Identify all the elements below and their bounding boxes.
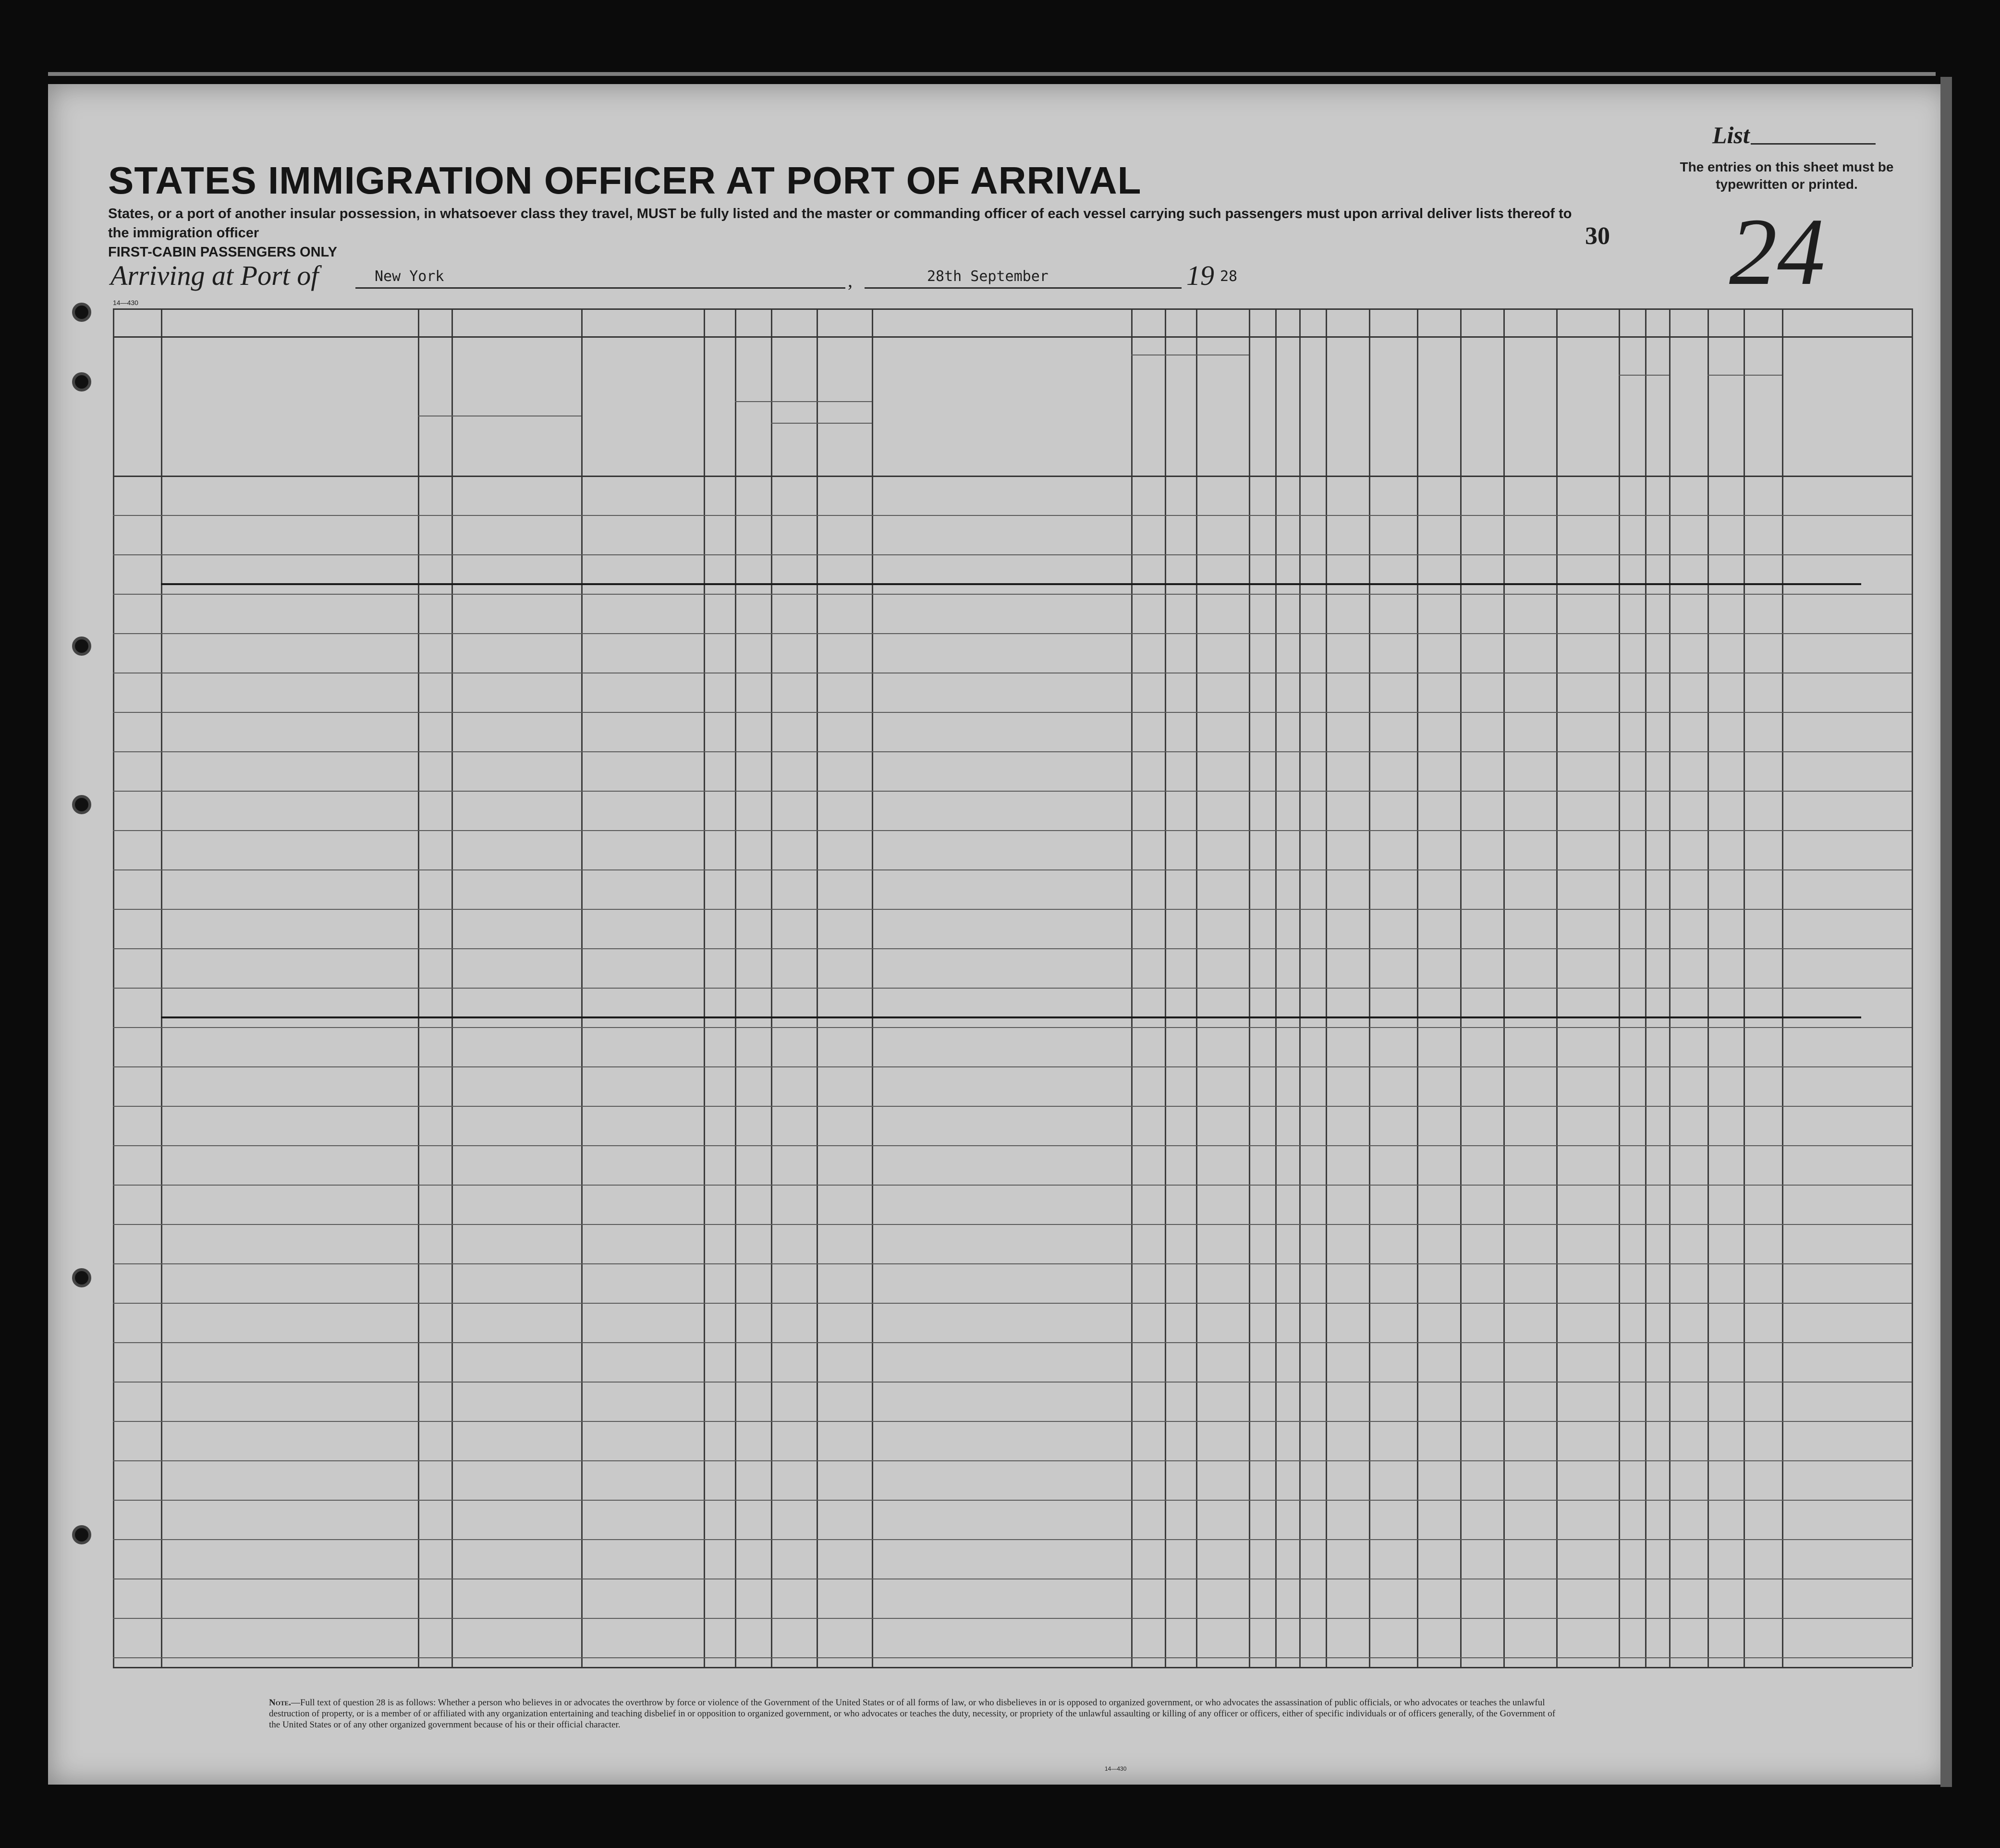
header-if-yes bbox=[773, 406, 870, 420]
header-labor-offer bbox=[1371, 343, 1415, 473]
header-nearest-relative bbox=[163, 384, 416, 432]
header-eyes bbox=[1745, 425, 1780, 440]
header-prison bbox=[1251, 343, 1273, 473]
header-going-to-join bbox=[874, 384, 1129, 437]
row-rule bbox=[113, 1618, 1912, 1619]
grid-head-rule bbox=[113, 336, 1912, 338]
header-purpose bbox=[1133, 342, 1247, 354]
header-return-intent bbox=[1133, 355, 1163, 473]
row-rule bbox=[113, 1303, 1912, 1304]
row-rule bbox=[113, 791, 1912, 792]
document-title: STATES IMMIGRATION OFFICER AT PORT OF ARRIVAL bbox=[108, 159, 1142, 202]
row-rule bbox=[113, 1145, 1912, 1146]
row-rule bbox=[113, 909, 1912, 910]
header-final-destination-note bbox=[453, 367, 579, 382]
row-rule bbox=[113, 1382, 1912, 1383]
form-number: 14—430 bbox=[113, 299, 138, 306]
typewrite-note: The entries on this sheet must be typewritten or printed. bbox=[1680, 159, 1894, 192]
row-rule bbox=[113, 594, 1912, 595]
binder-hole bbox=[72, 795, 91, 814]
row-rule bbox=[113, 830, 1912, 831]
list-underline bbox=[1751, 143, 1876, 145]
manifest-sheet bbox=[48, 84, 1950, 1785]
row-rule bbox=[113, 633, 1912, 634]
subhead-rule bbox=[1707, 375, 1782, 376]
header-height bbox=[1621, 358, 1667, 372]
row-rule bbox=[113, 869, 1912, 870]
header-deported bbox=[1419, 343, 1458, 473]
row-rule bbox=[113, 1460, 1912, 1461]
grid-column-rule bbox=[1912, 308, 1913, 1667]
port-underline bbox=[355, 287, 845, 289]
row-rule bbox=[113, 1066, 1912, 1067]
row-rule bbox=[113, 1539, 1912, 1540]
arriving-label: Arriving at Port of bbox=[110, 260, 319, 291]
row-rule bbox=[113, 988, 1912, 989]
header-passage-note bbox=[626, 408, 702, 471]
header-feet bbox=[1621, 440, 1643, 454]
year-suffix: 28 bbox=[1220, 268, 1238, 285]
footnote bbox=[269, 1697, 1566, 1730]
handwritten-sheet-number: 24 bbox=[1729, 199, 1825, 305]
header-anarchist bbox=[1301, 343, 1324, 473]
date-underline bbox=[865, 287, 1182, 289]
row-rule bbox=[113, 712, 1912, 713]
grid-bottom-rule bbox=[113, 1667, 1912, 1668]
header-overthrow bbox=[1328, 343, 1367, 473]
subhead-rule bbox=[771, 423, 872, 424]
header-complexion bbox=[1671, 394, 1706, 423]
strike-through-line bbox=[161, 583, 1861, 585]
grid-top-rule bbox=[113, 308, 1912, 310]
row-rule bbox=[113, 1342, 1912, 1343]
subhead-rule bbox=[735, 401, 872, 402]
header-color-of bbox=[1709, 358, 1780, 372]
row-rule bbox=[113, 1657, 1912, 1658]
header-state bbox=[420, 425, 450, 440]
row-rule bbox=[113, 751, 1912, 752]
header-marks bbox=[1784, 394, 1910, 413]
binder-hole bbox=[72, 1525, 91, 1544]
row-rule bbox=[113, 1224, 1912, 1225]
header-where bbox=[818, 440, 870, 454]
row-rule bbox=[113, 1185, 1912, 1186]
date-value: 28th September bbox=[927, 268, 1049, 285]
row-rule bbox=[113, 554, 1912, 555]
row-rule bbox=[113, 1500, 1912, 1501]
header-ticket bbox=[583, 343, 622, 473]
header-fifty-dollars bbox=[706, 343, 733, 473]
page-stack-edge bbox=[48, 72, 1936, 76]
binder-hole bbox=[72, 636, 91, 656]
header-passage-paid bbox=[626, 363, 702, 406]
handwritten-30: 30 bbox=[1585, 222, 1610, 250]
grid-head-bottom-rule bbox=[113, 476, 1912, 477]
row-rule bbox=[113, 1263, 1912, 1264]
header-no-on-list bbox=[115, 394, 159, 442]
header-year bbox=[773, 432, 815, 471]
header-citizen-intent bbox=[1198, 355, 1247, 473]
header-inches bbox=[1647, 440, 1667, 454]
header-city bbox=[453, 425, 579, 440]
row-rule bbox=[113, 515, 1912, 516]
row-rule bbox=[113, 1106, 1912, 1107]
year-prefix: 19 bbox=[1186, 260, 1214, 291]
header-yes-no bbox=[737, 418, 769, 447]
port-value: New York bbox=[375, 268, 444, 285]
header-hair bbox=[1709, 425, 1742, 440]
header-deformed bbox=[1558, 367, 1617, 440]
binder-hole bbox=[72, 372, 91, 392]
page-stack-edge-right bbox=[1940, 77, 1952, 1787]
binder-hole bbox=[72, 303, 91, 322]
instructions-line-1: States, or a port of another insular possession, in whatsoever class they travel, MUST be fully listed and the master or commanding officer of each vessel carrying such passengers must upon arrival deliver lists thereof to the immigration officer bbox=[108, 206, 1572, 241]
instructions-line-2: FIRST-CABIN PASSENGERS ONLY bbox=[108, 245, 337, 260]
note-text: —Full text of question 28 is as follows: Whether a person who believes in or advocates the overthrow by force or violence of the Government of the United States or of all forms of law, or who disbelieves in or is opposed to organized government, or who advocates the assassination of public officials, or who advocates or teaches the unlawful destruction of property, or is a member of or affiliated with any organization entertaining and teaching disbelief in or opposition to organized government, or who advocates or teaches the duty, necessity, or propriety of the unlawful assaulting or killing of any officer or officers, either of specific individuals or of officers generally, of the Government of the United States or of any other organized government because of his or their official character. bbox=[269, 1698, 1556, 1730]
list-label: List bbox=[1712, 122, 1750, 148]
row-rule bbox=[113, 1421, 1912, 1422]
header-previous-visit bbox=[737, 348, 870, 387]
instructions bbox=[108, 204, 1587, 262]
strike-through-line bbox=[161, 1016, 1861, 1018]
subhead-rule bbox=[1619, 375, 1669, 376]
header-health bbox=[1505, 367, 1554, 411]
row-rule bbox=[113, 948, 1912, 949]
binder-hole bbox=[72, 1268, 91, 1287]
note-label: Note. bbox=[269, 1698, 291, 1708]
header-final-destination bbox=[453, 353, 579, 367]
comma: , bbox=[848, 269, 853, 291]
header-length-stay bbox=[1167, 355, 1194, 473]
row-rule bbox=[113, 1027, 1912, 1028]
header-polygamist bbox=[1277, 343, 1297, 473]
footer-form-number: 14—430 bbox=[1105, 1765, 1127, 1772]
